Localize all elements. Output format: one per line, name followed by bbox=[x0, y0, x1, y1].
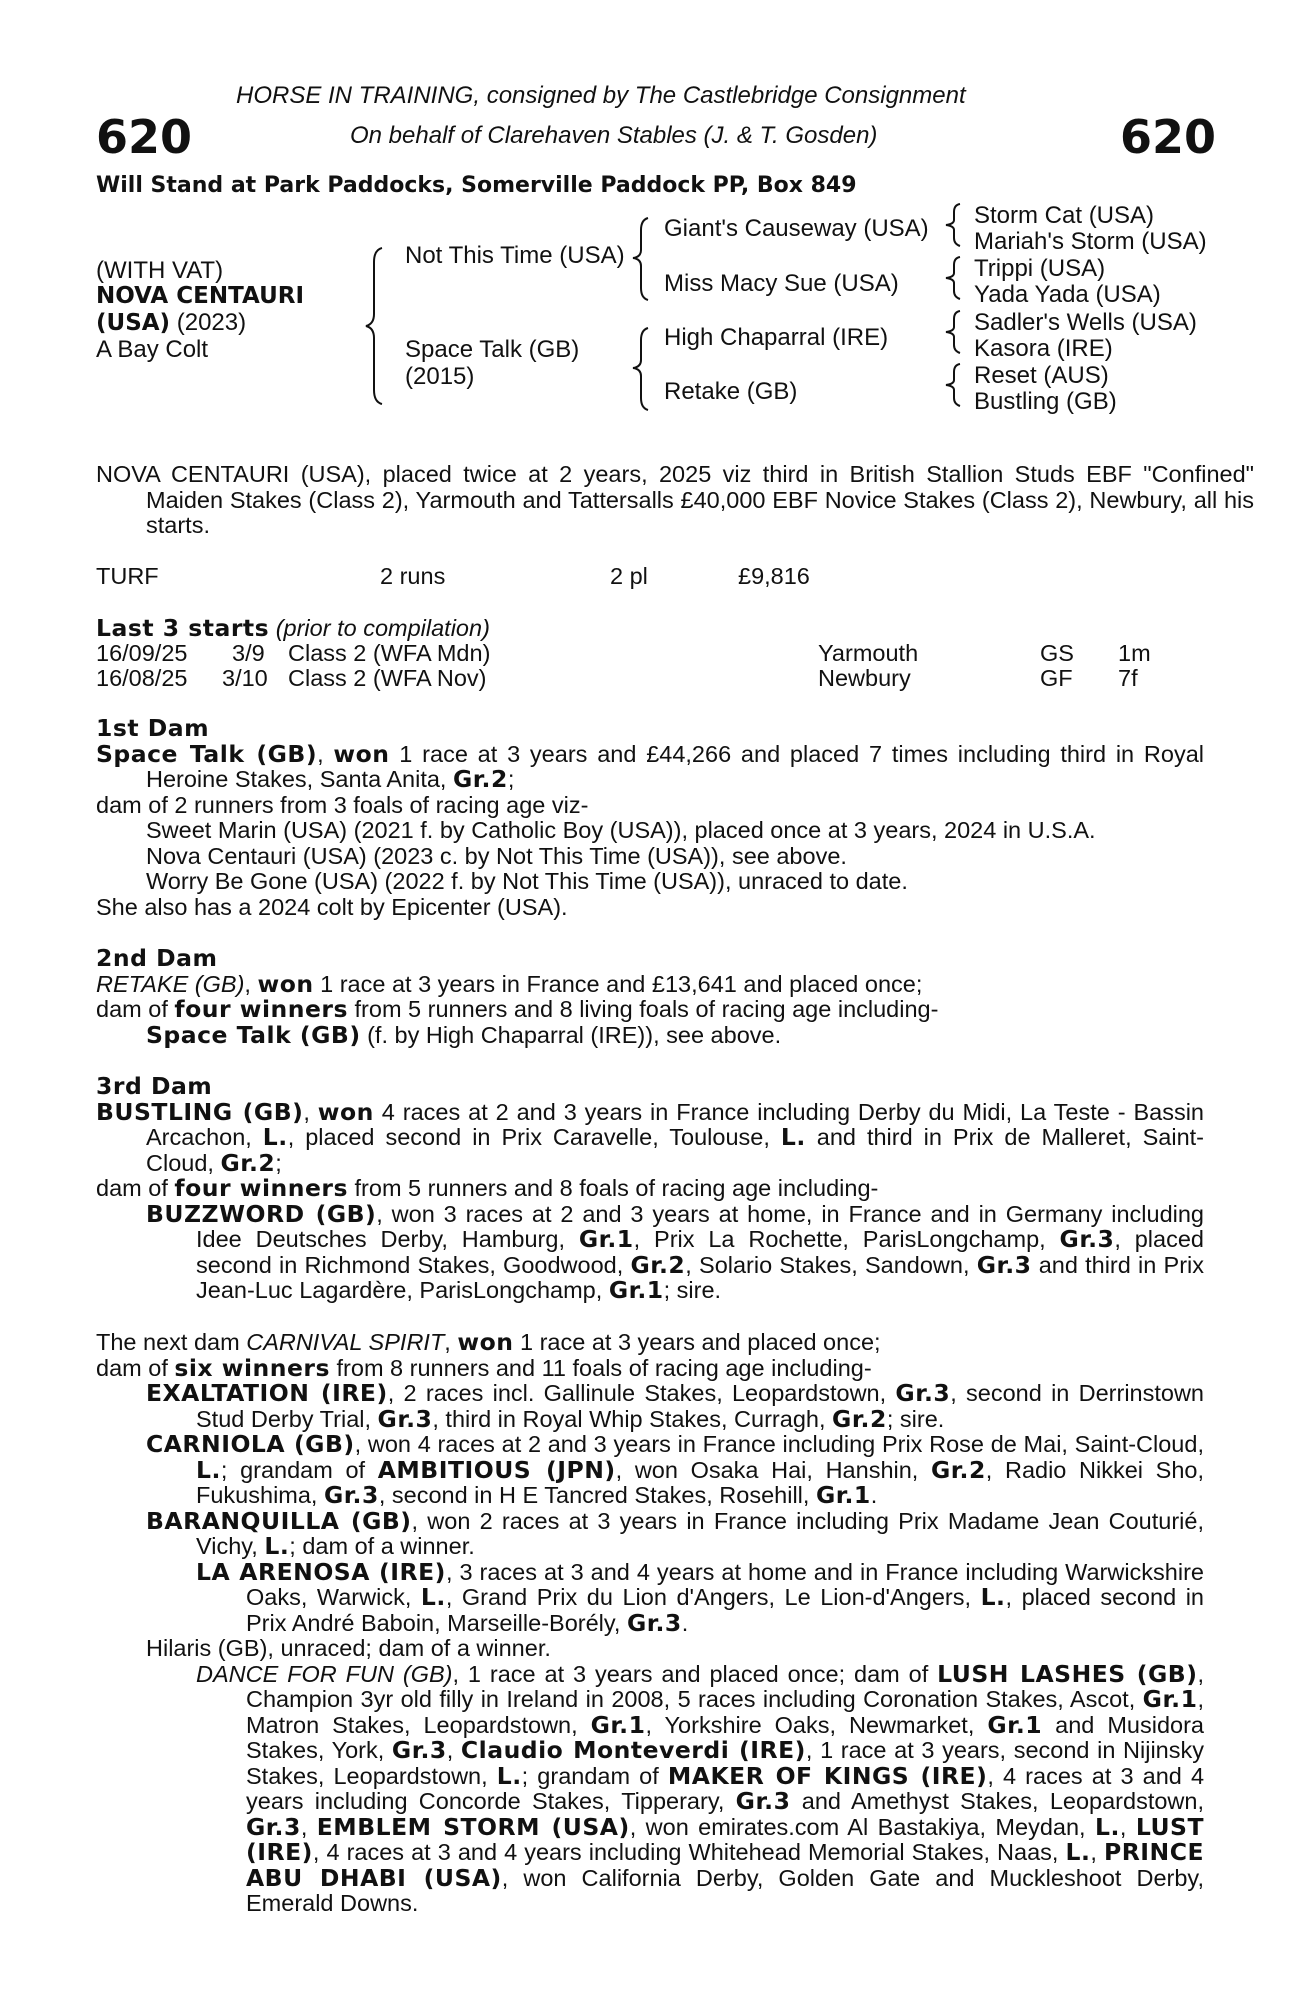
start-row-date: 16/09/25 bbox=[96, 640, 188, 666]
record-surface: TURF bbox=[96, 563, 159, 589]
next-dam-section bbox=[96, 1330, 1204, 1917]
stand-location: Will Stand at Park Paddocks, Somerville Paddock PP, Box 849 bbox=[96, 173, 857, 198]
pedigree-brackets-fourth bbox=[940, 200, 970, 420]
second-dam-section bbox=[96, 946, 1204, 1048]
produce-item: Sweet Marin (USA) (2021 f. by Catholic Boy (USA)), placed once at 3 years, 2024 in U.S.A. bbox=[146, 817, 1096, 843]
sire: Not This Time (USA) bbox=[405, 242, 625, 269]
third-dam-record: BUSTLING (GB), won 4 races at 2 and 3 years in France including Derby du Midi, La Teste - Bassin Arcachon, L., placed second in Prix Caravelle, Toulouse, L. and third in Prix de Malleret, Saint-Cloud, Gr.2; bbox=[96, 1097, 1204, 1177]
pedigree-bracket-dam bbox=[628, 322, 654, 414]
start-row-course: Newbury bbox=[818, 665, 911, 691]
ss-sire: Storm Cat (USA) bbox=[974, 202, 1155, 229]
dam-year: (2015) bbox=[405, 363, 475, 390]
start-row-course: Yarmouth bbox=[818, 640, 919, 666]
pedigree-bracket-main bbox=[360, 240, 390, 410]
sire-sire: Giant's Causeway (USA) bbox=[664, 215, 929, 242]
horse-description: A Bay Colt bbox=[96, 336, 209, 363]
next-dam-produce-intro: dam of six winners from 8 runners and 11 foals of racing age including- bbox=[96, 1353, 872, 1382]
first-dam-produce-intro: dam of 2 runners from 3 foals of racing age viz- bbox=[96, 791, 589, 818]
record-runs: 2 runs bbox=[380, 563, 446, 589]
ds-sire: Sadler's Wells (USA) bbox=[974, 309, 1197, 336]
second-dam-record: RETAKE (GB), won 1 race at 3 years in France and £13,641 and placed once; bbox=[96, 969, 923, 998]
first-dam-produce bbox=[96, 818, 1204, 895]
dd-dam: Bustling (GB) bbox=[974, 388, 1117, 415]
dd-sire: Reset (AUS) bbox=[974, 362, 1109, 389]
dam: Space Talk (GB) bbox=[405, 336, 580, 363]
start-row-position: 3/9 bbox=[232, 640, 265, 666]
ds-dam: Kasora (IRE) bbox=[974, 335, 1113, 362]
produce-la-arenosa: LA ARENOSA (IRE), 3 races at 3 and 4 years at home and in France including Warwickshire Oaks, Warwick, L., Grand Prix du Lion d'Angers, Le Lion-d'Angers, L., placed second in Prix André Baboin, Marseille-Borély, Gr.3. bbox=[196, 1557, 1204, 1637]
record-placed: 2 pl bbox=[610, 563, 648, 589]
start-row-distance: 1m bbox=[1118, 640, 1151, 666]
second-dam-produce-intro: dam of four winners from 5 runners and 8 living foals of racing age including- bbox=[96, 995, 939, 1023]
second-dam-produce: Space Talk (GB) (f. by High Chaparral (IRE)), see above. bbox=[146, 1020, 782, 1049]
first-dam-record: Space Talk (GB), won 1 race at 3 years and £44,266 and placed 7 times including third in Royal Heroine Stakes, Santa Anita, Gr.2; bbox=[96, 739, 1205, 793]
start-row-going: GS bbox=[1040, 640, 1074, 666]
lot-number-right: 620 bbox=[1120, 110, 1217, 164]
third-dam-section bbox=[96, 1074, 1204, 1304]
first-dam-heading: 1st Dam bbox=[96, 714, 210, 742]
first-dam-section bbox=[96, 716, 1204, 920]
produce-baranquilla: BARANQUILLA (GB), won 2 races at 3 years in France including Prix Madame Jean Couturié, Vichy, L.; dam of a winner. bbox=[146, 1506, 1204, 1560]
last-starts-heading: Last 3 starts (prior to compilation) bbox=[96, 614, 490, 642]
start-row-position: 3/10 bbox=[222, 665, 268, 691]
ss-dam: Mariah's Storm (USA) bbox=[974, 228, 1207, 255]
vat-label: (WITH VAT) bbox=[96, 257, 224, 284]
lot-number-left: 620 bbox=[96, 110, 193, 164]
start-row-race: Class 2 (WFA Nov) bbox=[288, 665, 487, 691]
on-behalf-line: On behalf of Clarehaven Stables (J. & T. Gosden) bbox=[350, 122, 878, 149]
produce-dance-for-fun: DANCE FOR FUN (GB), 1 race at 3 years and placed once; dam of LUSH LASHES (GB), Champion 3yr old filly in Ireland in 2008, 5 races including Coronation Stakes, Ascot, Gr.1, Matron Stakes, Leopardstown, Gr.1, Yorkshire Oaks, Newmarket, Gr.1 and Musidora Stakes, York, Gr.3, Claudio Monteverdi (IRE), 1 race at 3 years, second in Nijinsky Stakes, Leopardstown, L.; grandam of MAKER OF KINGS (IRE), 4 races at 3 and 4 years including Concorde Stakes, Tipperary, Gr.3 and Amethyst Stakes, Leopardstown, Gr.3, EMBLEM STORM (USA), won emirates.com Al Bastakiya, Meydan, L., LUST (IRE), 4 races at 3 and 4 years including Whitehead Memorial Stakes, Naas, L., PRINCE ABU DHABI (USA), won California Derby, Golden Gate and Muckleshoot Derby, Emerald Downs. bbox=[196, 1659, 1205, 1916]
start-row-date: 16/08/25 bbox=[96, 665, 188, 691]
dam-dam: Retake (GB) bbox=[664, 378, 798, 405]
second-dam-heading: 2nd Dam bbox=[96, 944, 218, 972]
horse-name: NOVA CENTAURI bbox=[96, 283, 305, 309]
horse-origin-year: (USA) (2023) bbox=[96, 309, 247, 336]
third-dam-heading: 3rd Dam bbox=[96, 1072, 213, 1100]
next-dam-record: The next dam CARNIVAL SPIRIT, won 1 race at 3 years and placed once; bbox=[96, 1328, 881, 1356]
record-earnings: £9,816 bbox=[738, 563, 810, 589]
race-summary: NOVA CENTAURI (USA), placed twice at 2 years, 2025 viz third in British Stallion Studs EBF "Confined" Maiden Stakes (Class 2), Yarmouth and Tattersalls £40,000 EBF Novice Stakes (Class 2), Newbury, all his starts. bbox=[96, 461, 1254, 538]
produce-item: Nova Centauri (USA) (2023 c. by Not This Time (USA)), see above. bbox=[146, 842, 847, 869]
sd-sire: Trippi (USA) bbox=[974, 255, 1106, 282]
produce-hilaris: Hilaris (GB), unraced; dam of a winner. bbox=[146, 1635, 551, 1661]
sd-dam: Yada Yada (USA) bbox=[974, 281, 1161, 308]
pedigree-bracket-sire bbox=[628, 212, 654, 304]
sire-dam: Miss Macy Sue (USA) bbox=[664, 270, 899, 297]
start-row-going: GF bbox=[1040, 665, 1073, 691]
start-row-distance: 7f bbox=[1118, 665, 1138, 691]
start-row-race: Class 2 (WFA Mdn) bbox=[288, 640, 491, 666]
third-dam-produce: BUZZWORD (GB), won 3 races at 2 and 3 years at home, in France and in Germany including Idee Deutsches Derby, Hamburg, Gr.1, Prix La Rochette, ParisLongchamp, Gr.3, placed second in Richmond Stakes, Goodwood, Gr.2, Solario Stakes, Sandown, Gr.3 and third in Prix Jean-Luc Lagardère, ParisLongchamp, Gr.1; sire. bbox=[146, 1199, 1205, 1304]
consignor-line: HORSE IN TRAINING, consigned by The Castlebridge Consignment bbox=[236, 82, 966, 109]
third-dam-produce-intro: dam of four winners from 5 runners and 8 foals of racing age including- bbox=[96, 1174, 879, 1202]
produce-carniola: CARNIOLA (GB), won 4 races at 2 and 3 years in France including Prix Rose de Mai, Saint-Cloud, L.; grandam of AMBITIOUS (JPN), won Osaka Hai, Hanshin, Gr.2, Radio Nikkei Sho, Fukushima, Gr.3, second in H E Tancred Stakes, Rosehill, Gr.1. bbox=[146, 1430, 1204, 1509]
produce-exaltation: EXALTATION (IRE), 2 races incl. Gallinule Stakes, Leopardstown, Gr.3, second in Derrinstown Stud Derby Trial, Gr.3, third in Royal Whip Stakes, Curragh, Gr.2; sire. bbox=[146, 1379, 1204, 1433]
produce-item: Worry Be Gone (USA) (2022 f. by Not This Time (USA)), unraced to date. bbox=[146, 868, 908, 894]
first-dam-also: She also has a 2024 colt by Epicenter (USA). bbox=[96, 893, 568, 920]
dam-sire: High Chaparral (IRE) bbox=[664, 324, 889, 351]
